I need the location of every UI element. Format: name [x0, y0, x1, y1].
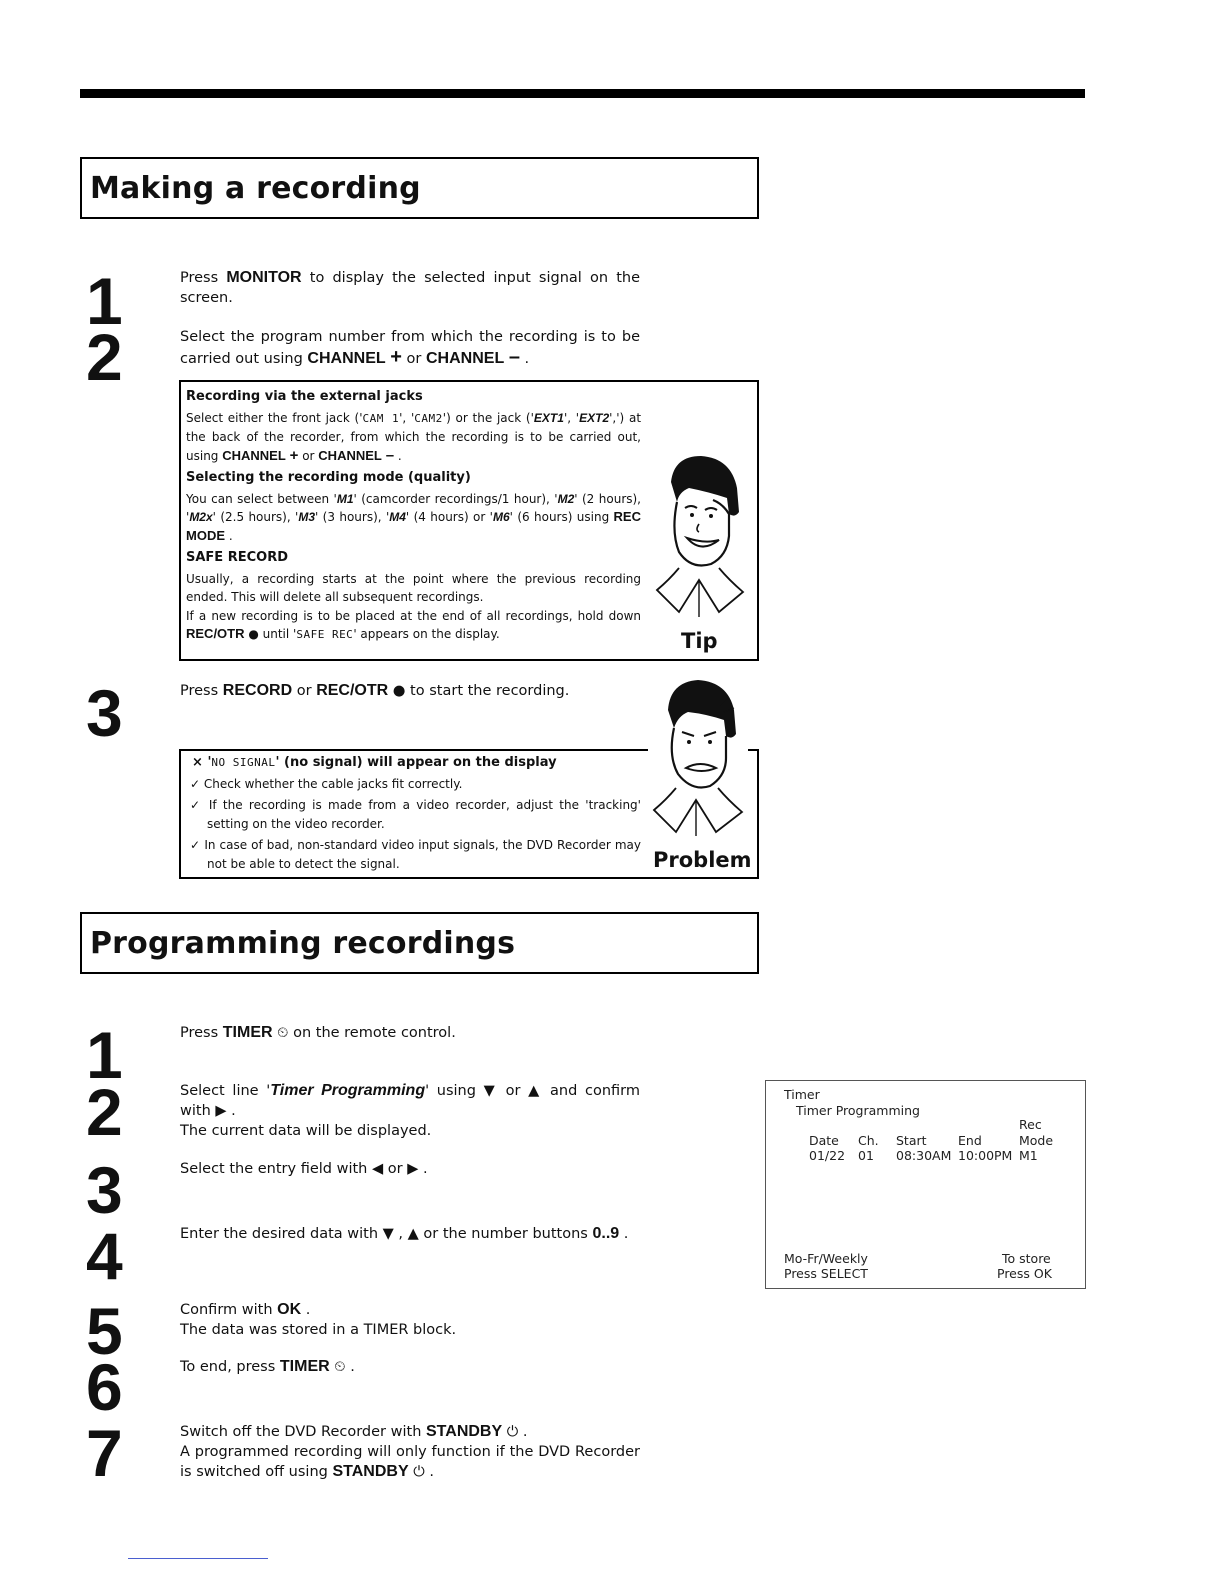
step-number: 3	[86, 676, 123, 750]
step-text: Confirm with OK . The data was stored in a TIMER block.	[180, 1301, 457, 1338]
tip-heading: Selecting the recording mode (quality)	[186, 470, 471, 485]
tip-heading: Recording via the external jacks	[186, 389, 423, 404]
top-rule	[80, 89, 1085, 98]
osd-hint-right: To store	[1002, 1251, 1051, 1266]
step-number: 5	[86, 1294, 123, 1368]
smiling-man-icon	[649, 452, 749, 622]
osd-value-mode: M1	[1019, 1148, 1038, 1163]
osd-value-end: 10:00PM	[958, 1148, 1013, 1163]
tip-paragraph: Usually, a recording starts at the point where the previous recording ended. This will delete all subsequent recordings.	[186, 571, 641, 604]
section-title-box	[80, 912, 759, 974]
osd-header-end: End	[958, 1133, 982, 1148]
osd-rec-label: Rec	[1019, 1117, 1042, 1132]
step-number: 6	[86, 1350, 123, 1424]
timer-osd-screen	[765, 1080, 1086, 1289]
osd-hint-right: Press OK	[997, 1266, 1052, 1281]
osd-title: Timer	[784, 1087, 820, 1102]
tip-heading: SAFE RECORD	[186, 550, 288, 565]
osd-hint-left: Mo-Fr/Weekly	[784, 1251, 868, 1266]
tip-paragraph: Select either the front jack ('CAM 1', 'CAM2') or the jack ('EXT1', 'EXT2',') at the back of the recorder, from which the recording is to be carried out, using CHANNEL + or CHANNEL – .	[186, 410, 642, 464]
footer-rule	[128, 1558, 268, 1559]
section-title-box	[80, 157, 759, 219]
step-number: 2	[86, 320, 123, 394]
step-number: 2	[86, 1075, 123, 1149]
worried-man-icon	[648, 676, 748, 842]
osd-subtitle: Timer Programming	[796, 1103, 920, 1118]
step-text: Select the program number from which the recording is to be carried out using CHANNEL + or CHANNEL – .	[180, 329, 640, 368]
problem-item: ✓ In case of bad, non-standard video input signals, the DVD Recorder may not be able to detect the signal.	[190, 838, 641, 871]
osd-header-mode: Mode	[1019, 1133, 1054, 1148]
problem-label: Problem	[653, 848, 752, 872]
tip-content	[186, 388, 641, 645]
osd-value-ch: 01	[858, 1148, 874, 1163]
section-title: Making a recording	[90, 170, 421, 206]
step-text: Press MONITOR to display the selected input signal on the screen.	[180, 269, 640, 306]
step-number: 1	[86, 1018, 123, 1092]
problem-heading: × 'NO SIGNAL' (no signal) will appear on the display	[192, 755, 557, 770]
step-number: 3	[86, 1153, 123, 1227]
problem-item: ✓ Check whether the cable jacks fit correctly.	[190, 776, 463, 791]
step-text: Switch off the DVD Recorder with STANDBY ⏻ . A programmed recording will only function if the DVD Recorder is switched off using STANDBY ⏻ .	[180, 1423, 640, 1480]
step-text: Press TIMER ⏲ on the remote control.	[180, 1024, 456, 1041]
step-text: Enter the desired data with ▼ , ▲ or the number buttons 0..9 .	[180, 1225, 629, 1242]
osd-header-start: Start	[896, 1133, 927, 1148]
problem-item: ✓ If the recording is made from a video recorder, adjust the 'tracking' setting on the video recorder.	[190, 798, 641, 831]
step-text: Press RECORD or REC/OTR ● to start the recording.	[180, 682, 570, 699]
tip-label: Tip	[681, 629, 718, 653]
osd-value-start: 08:30AM	[896, 1148, 952, 1163]
tip-paragraph: If a new recording is to be placed at the end of all recordings, hold down REC/OTR ● until 'SAFE REC' appears on the display.	[186, 608, 641, 641]
problem-content	[186, 754, 641, 873]
step-text: To end, press TIMER ⏲ .	[180, 1358, 355, 1375]
osd-value-date: 01/22	[809, 1148, 846, 1163]
step-number: 4	[86, 1219, 123, 1293]
step-number: 1	[86, 264, 123, 338]
section-title: Programming recordings	[90, 925, 516, 961]
osd-hint-left: Press SELECT	[784, 1266, 868, 1281]
step-number: 7	[86, 1416, 123, 1490]
tip-box	[179, 380, 759, 661]
osd-header-date: Date	[809, 1133, 839, 1148]
step-text: Select line 'Timer Programming' using ▼ or ▲ and confirm with ▶ . The current data will be displayed.	[180, 1082, 641, 1139]
osd-header-ch: Ch.	[858, 1133, 879, 1148]
tip-paragraph: You can select between 'M1' (camcorder recordings/1 hour), 'M2' (2 hours), 'M2x' (2.5 hours), 'M3' (3 hours), 'M4' (4 hours) or 'M6' (6 hours) using REC MODE .	[186, 491, 641, 543]
step-text: Select the entry field with ◀ or ▶ .	[180, 1161, 428, 1177]
